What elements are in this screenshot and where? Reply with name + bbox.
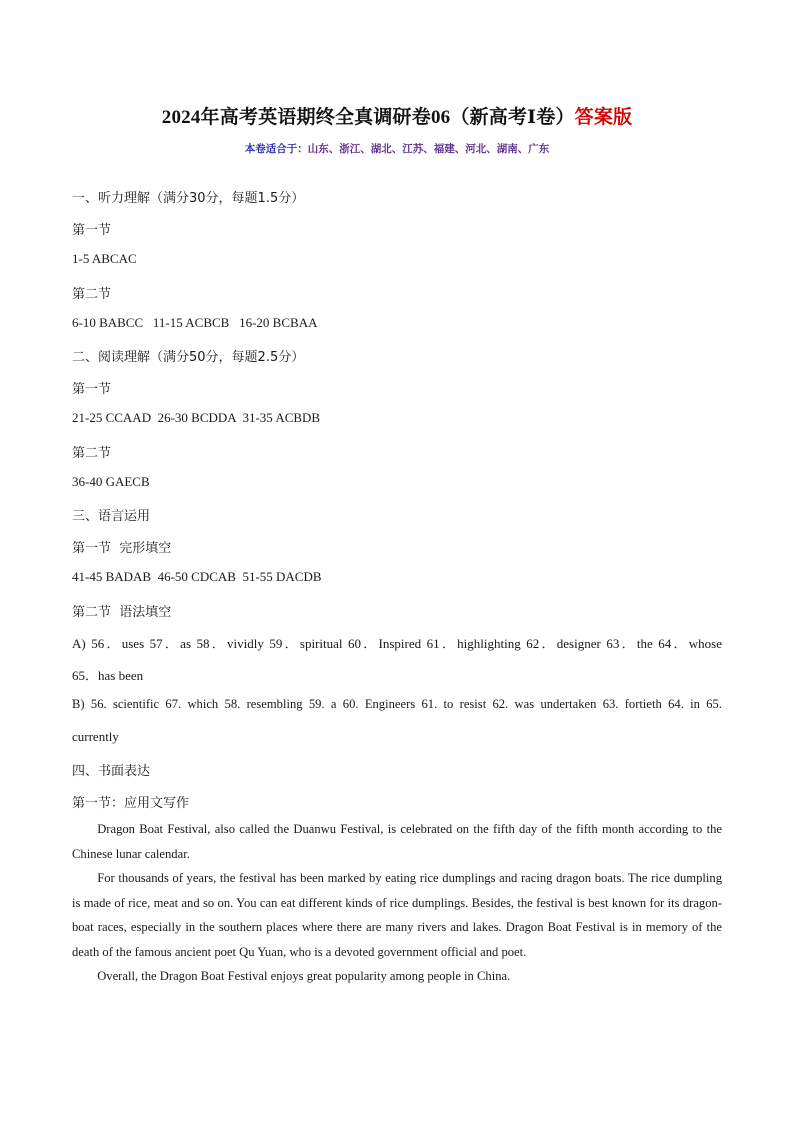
grammar-passage-b-line2: currently <box>72 729 119 744</box>
listening-heading: 一、听力理解（满分30分，每题1.5分） <box>72 191 305 206</box>
title-main: 2024年高考英语期终全真调研卷06（新高考Ⅰ卷） <box>161 107 575 128</box>
listening-section1-answers: 1-5 ABCAC <box>72 251 137 266</box>
applicable-regions <box>0 141 794 156</box>
listening-section1-label: 第一节 <box>72 223 112 238</box>
applicable-regions-list: 山东、浙江、湖北、江苏、福建、河北、湖南、广东 <box>307 143 550 155</box>
essay-paragraph-2: For thousands of years, the festival has been marked by eating rice dumplings and racing dragon boats. The rice dumpling is made of rice, meat and so on. You can eat different kinds of rice dumplings. Besides, the festival is best known for its dragon-boat races, especially in the southern places where there are many rivers and lakes. Dragon Boat Festival is in memory of the death of the famous ancient poet Qu Yuan, who is a devoted government official and poet. <box>72 871 722 959</box>
essay-paragraph-3: Overall, the Dragon Boat Festival enjoys great popularity among people in China. <box>97 969 511 983</box>
cloze-answers: 41-45 BADAB 46-50 CDCAB 51-55 DACDB <box>72 569 322 584</box>
reading-section2-answers: 36-40 GAECB <box>72 474 150 489</box>
language-use-heading: 三、语言运用 <box>72 509 151 524</box>
sample-essay <box>72 817 722 989</box>
writing-heading: 四、书面表达 <box>72 764 151 779</box>
writing-section1-label: 第一节：应用文写作 <box>72 796 190 811</box>
reading-section2-label: 第二节 <box>72 446 112 461</box>
grammar-fill-label: 第二节 语法填空 <box>72 605 172 620</box>
grammar-passage-a-line1: A) 56．uses 57．as 58．vividly 59．spiritual 60．Inspired 61．highlighting 62．designer 63．the 64．whose <box>72 636 722 651</box>
cloze-label: 第一节 完形填空 <box>72 541 172 556</box>
grammar-passage-a-line2: 65．has been <box>72 668 144 683</box>
reading-section1-answers: 21-25 CCAAD 26-30 BCDDA 31-35 ACBDB <box>72 410 321 425</box>
essay-paragraph-1: Dragon Boat Festival, also called the Duanwu Festival, is celebrated on the fifth day of the fifth month according to the Chinese lunar calendar. <box>72 822 722 861</box>
page-title <box>0 102 794 129</box>
listening-section2-label: 第二节 <box>72 287 112 302</box>
title-suffix-answer-version: 答案版 <box>574 107 633 128</box>
reading-section1-label: 第一节 <box>72 382 112 397</box>
reading-heading: 二、阅读理解（满分50分，每题2.5分） <box>72 350 305 365</box>
listening-section2-answers: 6-10 BABCC 11-15 ACBCB 16-20 BCBAA <box>72 315 318 330</box>
grammar-passage-b-line1: B) 56. scientific 67. which 58. resembling 59. a 60. Engineers 61. to resist 62. was undertaken 63. fortieth 64. in 65. <box>72 697 722 711</box>
applicable-regions-lead: 本卷适合于： <box>244 143 308 155</box>
